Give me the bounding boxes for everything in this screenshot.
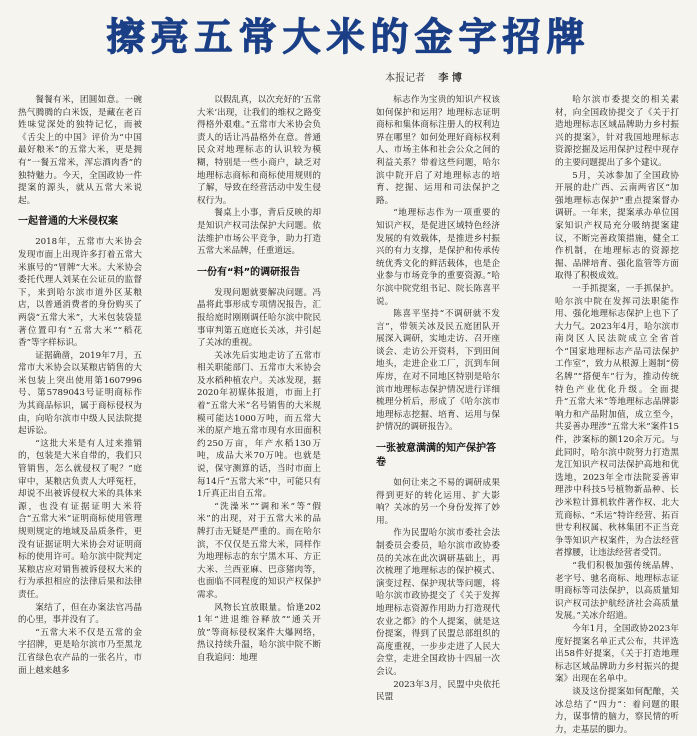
article-columns bbox=[18, 94, 679, 735]
body-paragraph: 案结了，但在办案法官冯晶的心里，事并没有了。 bbox=[18, 602, 142, 626]
body-paragraph: 2018年，五常市大米协会发现市面上出现许多打着五常大米旗号的“冒牌”大米。大米协会委托代理人刘某在公证员的监督下，来到哈尔滨市道外区某粮店，以普通消费者的身份购买了两袋“五常大米”，大米包装袋显著位置印有“五常大米”“稻花香”等字样标识。 bbox=[18, 237, 142, 349]
body-paragraph: 作为民盟哈尔滨市委社会法制委员会委员，哈尔滨市政协委员的关冰在此次调研基础上，再次梳理了地理标志的保护模式、演变过程、保护现状等问题，将哈尔滨市政协提交了《关于发挥地理标志资源作用助力打造现代农业之都》的个人提案，就是这份提案，得到了民盟总部组织的高度重视，一步步走进了人民大会堂，走进全国政协十四届一次会议。 bbox=[376, 528, 500, 677]
article-column bbox=[555, 94, 679, 735]
byline bbox=[168, 70, 679, 88]
body-paragraph: 哈尔滨市委提交的相关素材，向全国政协提交了《关于打造地理标志区域品牌助力乡村振兴的提案》，针对我国地理标志资源挖掘及运用保护过程中现存的主要问题提出了多个建议。 bbox=[555, 95, 679, 168]
article-column bbox=[18, 94, 142, 676]
body-paragraph: “五常大米不仅是五常的金字招牌，更是哈尔滨市乃至黑龙江省绿色农产品的一张名片，市面上越来越多 bbox=[18, 627, 142, 676]
section-heading: 一张被意满满的知产保护答卷 bbox=[376, 443, 496, 469]
byline-label: 本报记者 bbox=[385, 73, 426, 84]
body-paragraph: 今年1月，全国政协2023年度好提案名单正式公布，共评选出58件好提案，《关于打造地理标志区域品牌助力乡村振兴的提案》出现在名单中。 bbox=[555, 623, 679, 685]
body-paragraph: “这批大米是有人过来推销的，包装是大米自带的，我们只管销售，怎么就侵权了呢？”庭审中，某粮店负责人大呼冤枉，却说不出被诉侵权大米的具体来源，也没有证据证明大米符合“五常大米”证明商标使用管理规则规定的地域及品质条件，更没有证据证明大米协会对证明商标的使用许可。哈尔滨中院判定某粮店应对销售被诉侵权大米的行为承担相应的法律后果和法律责任。 bbox=[18, 438, 142, 600]
body-paragraph: 证据确凿，2019年7月，五常市大米协会以某粮店销售的大米包装上突出使用第1607996号、第5789043号证明商标作为其商品标识，属于商标侵权为由，向哈尔滨市中级人民法院提起诉讼。 bbox=[18, 350, 142, 437]
body-paragraph: 5月，关冰参加了全国政协开展的赴广西、云南两省区“加强地理标志保护”重点提案督办调研。一年来，提案承办单位国家知识产权局充分吸纳提案建议，不断完善政策措施，健全工作机制，在地理标志的资源挖掘、品牌培育、强化监管等方面取得了积极成效。 bbox=[555, 170, 679, 282]
article-column bbox=[197, 94, 321, 663]
byline-author: 李 博 bbox=[438, 73, 462, 84]
body-paragraph: 以假乱真，以次充好的‘五常大米’出现，让我们的维权之路变得格外艰难。”五常市大米协会负责人的话让冯晶格外在意。普通民众对地理标志的认识较为模糊，特别是一些小商户，缺乏对地理标志商标和商标使用规则的了解，导致在经营活动中发生侵权行为。 bbox=[197, 95, 321, 206]
body-paragraph: 餐餐有米，团圆如意。一碗热气腾腾的白米饭，是藏在老百姓味觉深处的独特记忆，而被《舌尖上的中国》评价为“中国最好粮米”的五常大米，更是拥有“一餐五常米，浑忘酒肉香”的独特魅力。今天，全国政协一件提案的源头，就从五常大米说起。 bbox=[18, 95, 142, 206]
section-heading: 一份有“料”的调研报告 bbox=[197, 266, 301, 278]
section-heading: 一起普通的大米侵权案 bbox=[18, 216, 118, 228]
body-paragraph: “我们积极加强传统品牌、老字号、驰名商标、地理标志证明商标等司法保护，以高质量知识产权司法护航经济社会高质量发展。”关冰介绍道。 bbox=[555, 560, 679, 622]
body-paragraph: 风物长宜放眼量。恰逢2021年“进退维谷释放”“通关开放”等商标侵权案件大爆网络，热议持续升温，哈尔滨中院不断自我追问：地理 bbox=[197, 602, 321, 663]
body-paragraph: “地理标志作为一项重要的知识产权，是促进区域特色经济发展的有效载体，是推进乡村振兴的有力支撑，是保护和传承传统优秀文化的鲜活载体，也是企业参与市场竞争的重要资源。”哈尔滨中院党组书记、院长陈喜平说。 bbox=[376, 208, 500, 307]
article-column bbox=[376, 94, 500, 703]
body-paragraph: 发现问题就要解决问题。冯晶将此事形成专项情况报告，汇报给庭时刚刚调任哈尔滨中院民事审判第五庭庭长关冰，并引起了关冰的重视。 bbox=[197, 287, 321, 349]
body-paragraph: “洗澡米”“调和米”等“假米”的出现，对于五常大米的品牌打击无疑是严重的。而在哈尔滨，不仅仅是五常大米，同样作为地理标志的东宁黑木耳、方正大米、兰西亚麻、巴彦猪肉等，也面临不同程度的知识产权保护需求。 bbox=[197, 501, 321, 600]
body-paragraph: 2023年3月，民盟中央依托民盟 bbox=[376, 679, 500, 703]
body-paragraph: 如何让来之不易的调研成果得到更好的转化运用、扩大影响？关冰的另一个身份发挥了妙用。 bbox=[376, 478, 500, 526]
body-paragraph: 陈喜平坚持“不调研就不发言”，带领关冰及民五庭团队开展深入调研，实地走访、召开座谈会、走访公开资料，下到田间地头，走进企业工厂，沉到车间库房，在对不同地区特别是哈尔滨市地理标志保护情况进行详细梳理分析后，形成了《哈尔滨市地理标志挖掘、培育、运用与保护情况的调研报告》。 bbox=[376, 309, 500, 433]
body-paragraph: 一手抓提案，一手抓保护。哈尔滨中院在发挥司法职能作用、强化地理标志保护上也下了大力气。2023年4月，哈尔滨市南岗区人民法院成立全省首个“国家地理标志产品司法保护工作室”，致力从根源上遏制“傍名牌”“搭便车”行为，推动传统特色产业优化升级。全面提升“五常大米”等地理标志品牌影响力和产品附加值，成立至今，共妥善办理涉“五常大米”案件15件，涉案标的额120余万元。与此同时，哈尔滨中院努力打造黑龙江知识产权司法保护高地和优选地，2023年全市法院妥善审理涉中科技5号植物新品种、长沙米粒计算机软件著作权、北大荒商标、“禾运”特许经营、拓百世专利权属、秋林集团不正当竞争等知识产权案件，为合法经营者撑腰，让违法经营者受罚。 bbox=[555, 283, 679, 559]
article-headline: 擦亮五常大米的金字招牌 bbox=[106, 15, 591, 59]
body-paragraph: 标志作为宝贵的知识产权该如何保护和运用？地理标志证明商标和集体商标注册人的权利边界在哪里？如何处理好商标权利人、市场主体和社会公众之间的利益关系？带着这些问题，哈尔滨中院开启了对地理标志的培育、挖掘、运用和司法保护之路。 bbox=[376, 95, 500, 206]
body-paragraph: 关冰先后实地走访了五常市相关职能部门、五常市大米协会及水稻种植农户。关冰发现，据2020年初媒体报道，市面上打着“五常大米”名号销售的大米规模可能达1000万吨，而五常大米的原产地五常市现有水田面积约250万亩，年产水稻130万吨，成品大米70万吨。也就是说，保守测算的话，当时市面上每14斤“五常大米”中，可能只有1斤真正出自五常。 bbox=[197, 350, 321, 500]
body-paragraph: 餐桌上小事，背后反映的却是知识产权司法保护大问题。依法维护市场公平竞争，助力打造五常大米品牌，任重道远。 bbox=[197, 208, 321, 257]
body-paragraph: 谈及这份提案如何配酿，关冰总结了“四力”：着问题的眼力，谋事情的脑力，察民情的听力，走基层的脚力。 bbox=[555, 686, 679, 735]
